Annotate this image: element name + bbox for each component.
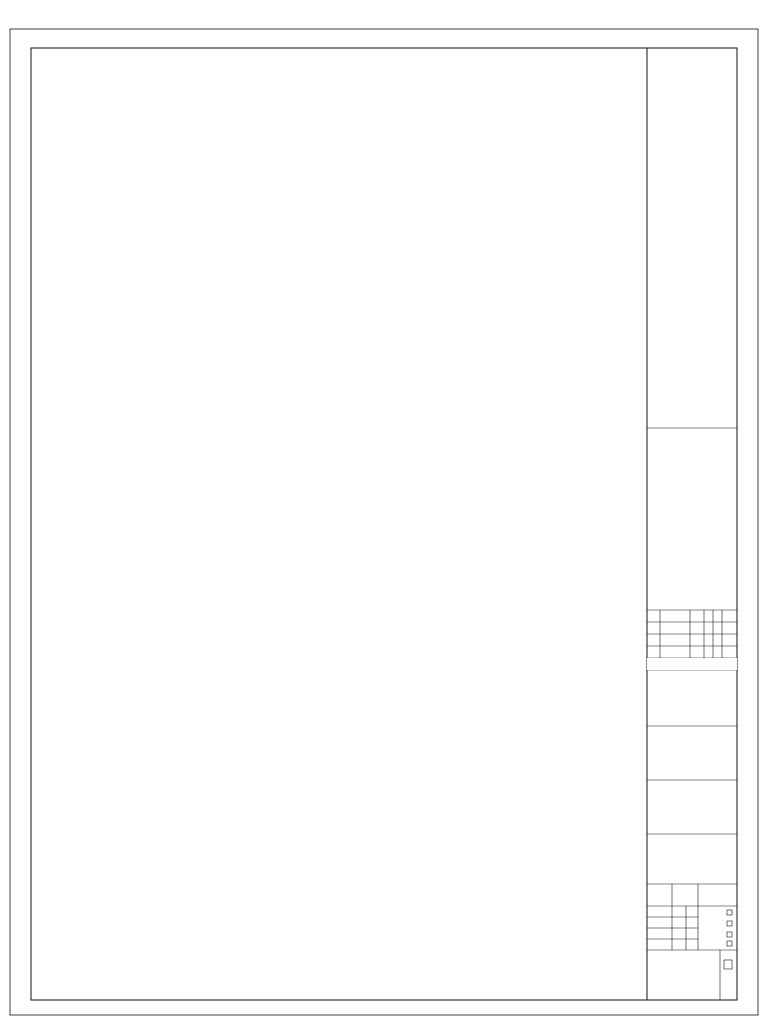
title-block-lines	[647, 428, 737, 1000]
inner-border	[31, 48, 737, 1000]
outer-border	[10, 29, 758, 1015]
